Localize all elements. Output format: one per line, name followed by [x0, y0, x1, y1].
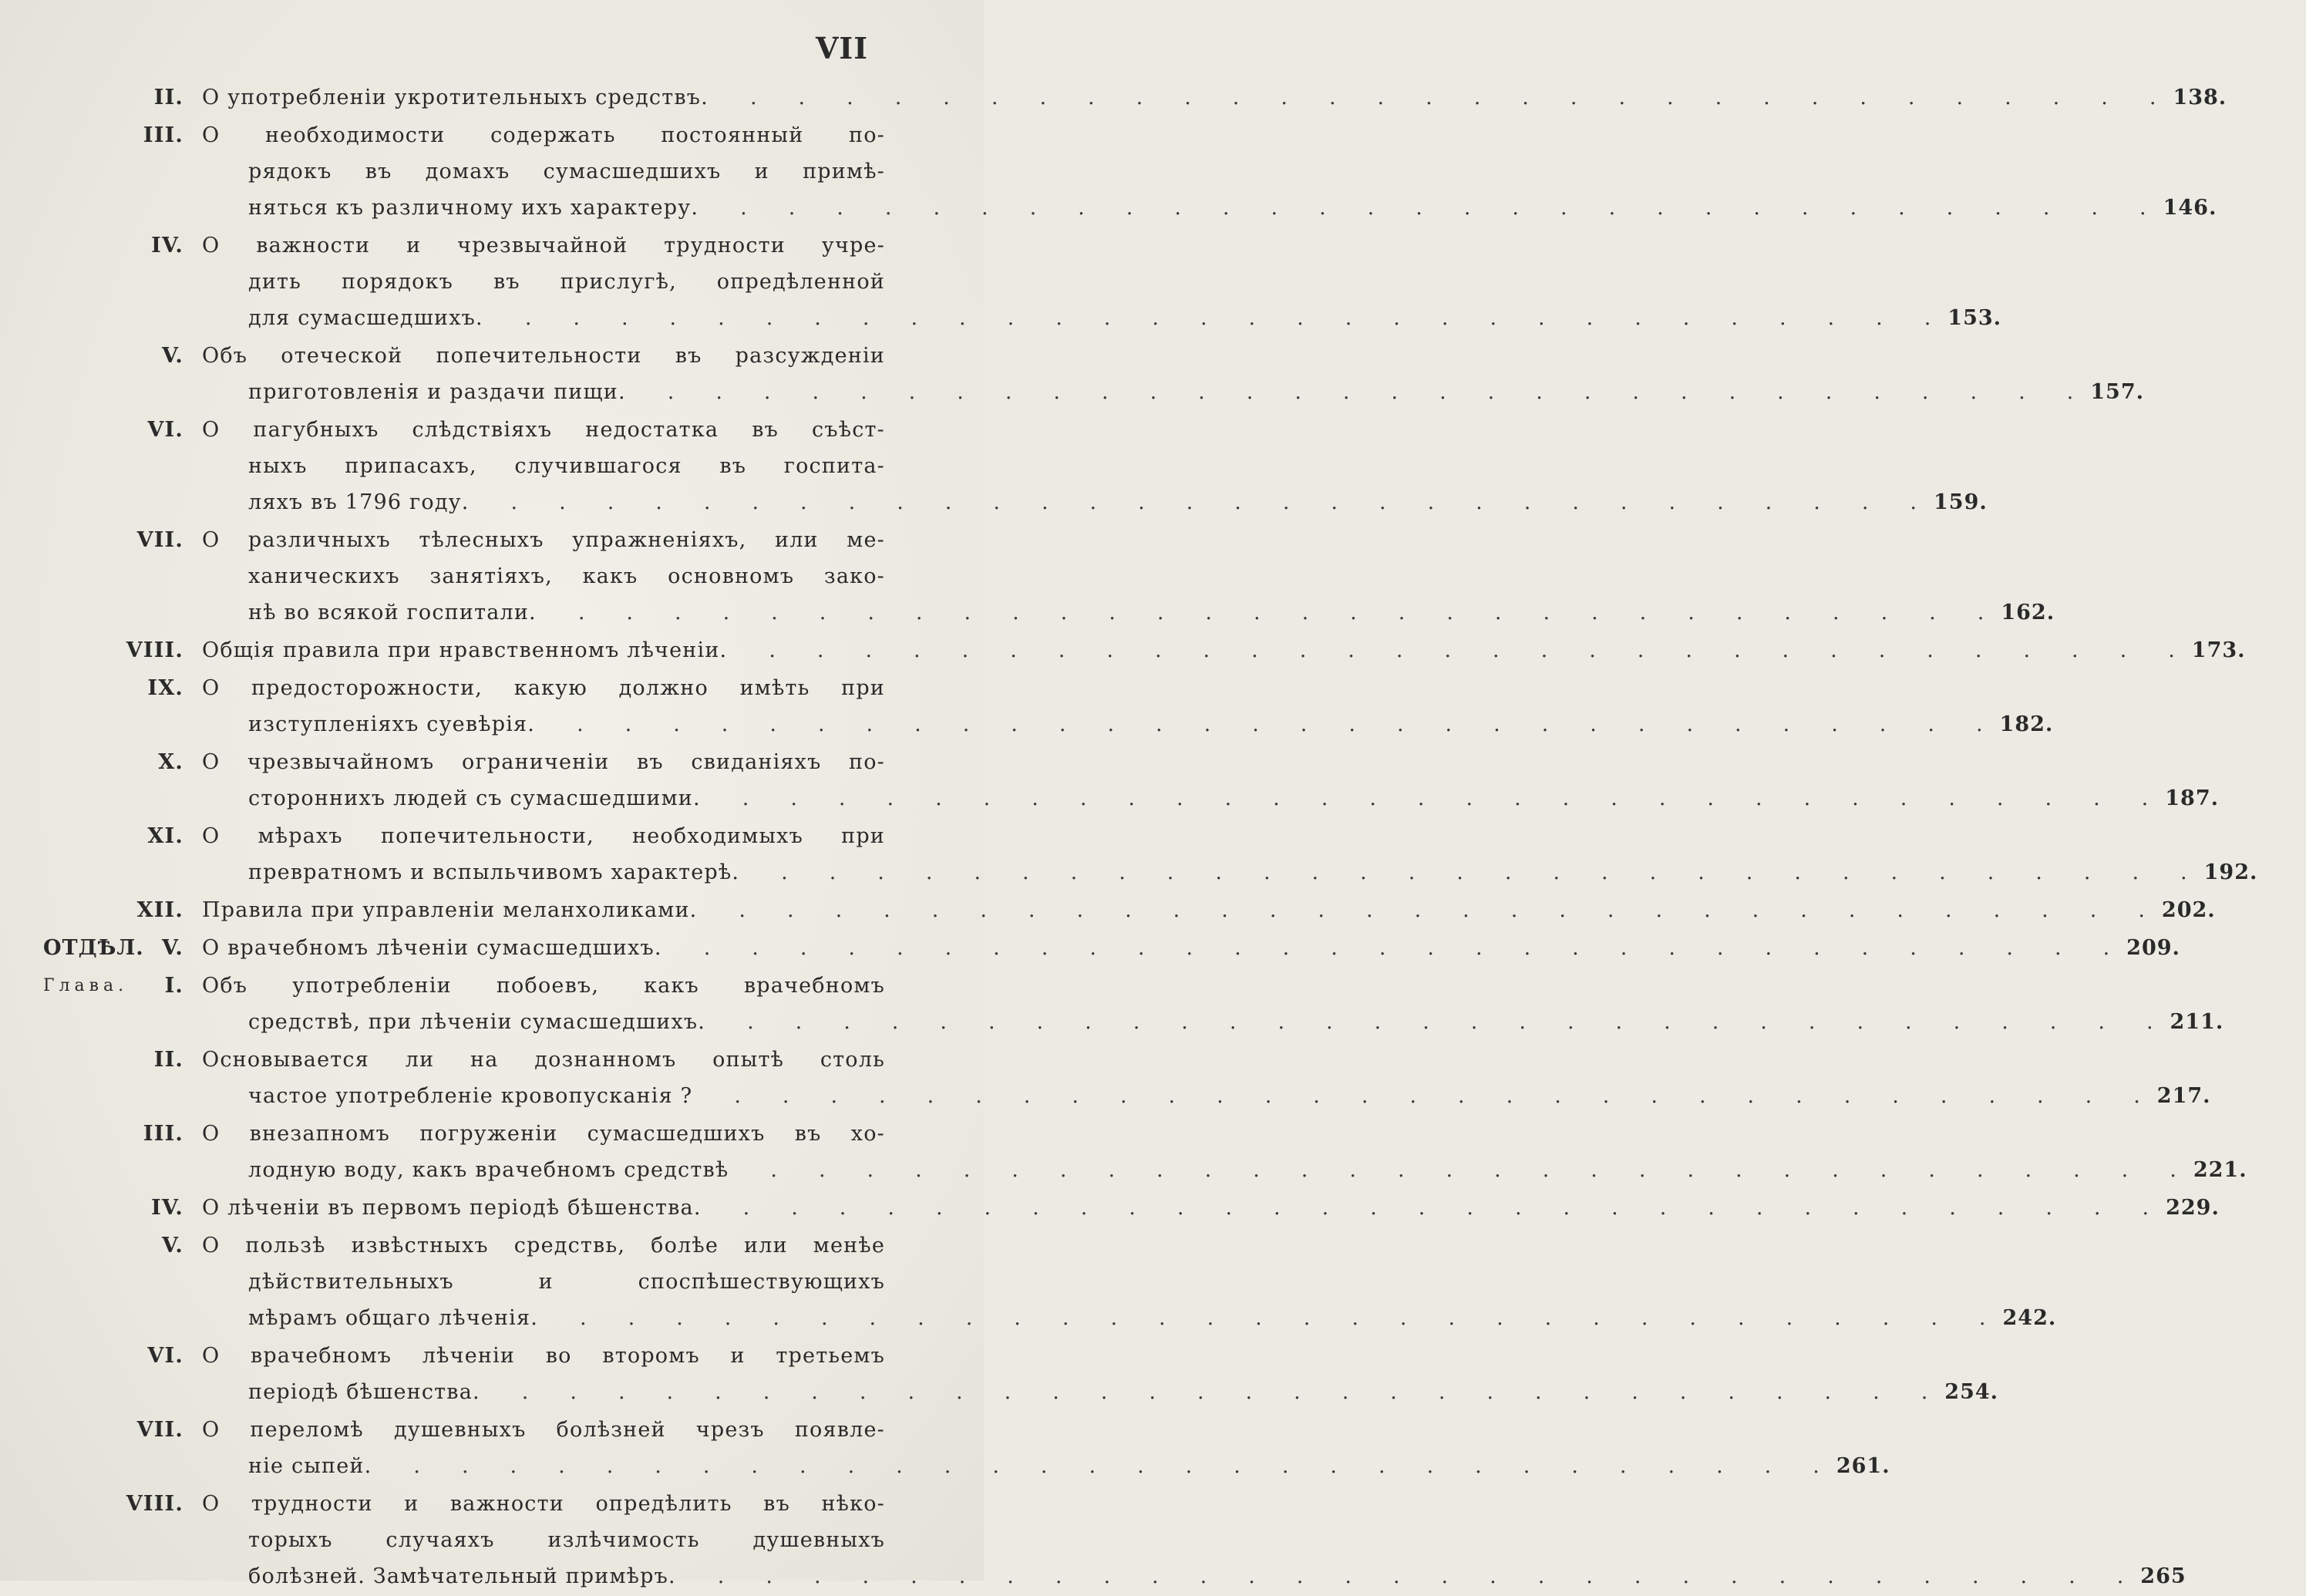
table-of-contents: [0, 79, 2258, 1596]
chapter-title-line: О лѣченіи въ первомъ періодѣ бѣшенства.: [202, 1196, 702, 1220]
page-reference: 138.: [2173, 86, 2227, 109]
chapter-label: [0, 1338, 202, 1374]
chapter-number: V.: [161, 936, 183, 960]
toc-line: [0, 1078, 2211, 1114]
toc-line: [0, 1300, 2057, 1336]
chapter-title-line: періодѣ бѣшенства.: [248, 1380, 480, 1404]
chapter-title-line: О переломѣ душевныхъ болѣзней чрезъ появле-: [202, 1418, 885, 1442]
chapter-number: VI.: [147, 1344, 183, 1368]
chapter-title-line: Основывается ли на дознанномъ опытѣ столь: [202, 1048, 885, 1072]
toc-line: [0, 670, 984, 706]
toc-entry: [0, 670, 2054, 742]
page-number: VII: [815, 31, 868, 66]
chapter-label: [0, 338, 202, 374]
dot-leader: . . . . . . . . . . . . . . . . . . . . . . . . . . . . . .: [700, 786, 2149, 810]
chapter-number: VII.: [136, 528, 183, 552]
toc-line: [0, 818, 984, 854]
dot-leader: . . . . . . . . . . . . . . . . . . . . . . . . . . . . . .: [701, 1196, 2149, 1220]
dot-leader: . . . . . . . . . . . . . . . . . . . . . . . . . . . . . .: [372, 1454, 1820, 1478]
dot-leader: . . . . . . . . . . . . . . . . . . . . . . . . . . . . . .: [538, 1306, 1986, 1330]
chapter-number: III.: [143, 123, 183, 147]
toc-entry: [0, 1227, 2057, 1336]
section-label: ОТДѢЛ.: [43, 936, 144, 960]
chapter-title-line: Объ отеческой попечительности въ разсужденіи: [202, 344, 885, 368]
chapter-number: VIII.: [126, 1492, 183, 1516]
toc-line: [0, 854, 2258, 891]
toc-line: [0, 117, 984, 153]
chapter-title-line: О пагубныхъ слѣдствіяхъ недостатка въ съѣст-: [202, 418, 885, 442]
chapter-title-line: изступленіяхъ суевѣрія.: [248, 712, 536, 736]
chapter-title-line: для сумасшедшихъ.: [248, 306, 483, 330]
chapter-title-line: Объ употребленіи побоевъ, какъ врачебномъ: [202, 974, 885, 998]
toc-line: [0, 374, 2145, 410]
toc-line: [0, 1264, 984, 1300]
toc-line: [0, 1338, 984, 1374]
chapter-number: II.: [153, 1048, 183, 1072]
toc-line: [0, 780, 2220, 817]
toc-line: [0, 484, 1988, 520]
chapter-number: VI.: [147, 418, 183, 442]
chapter-word: Глава.: [43, 976, 129, 995]
toc-line: [0, 300, 2002, 336]
chapter-label: [0, 968, 202, 1004]
toc-line: [0, 706, 2054, 742]
chapter-label: [0, 227, 202, 264]
page-reference: 254.: [1944, 1380, 1999, 1404]
toc-line: [0, 1486, 984, 1522]
toc-line: [0, 190, 2217, 226]
chapter-title-line: торыхъ случаяхъ излѣчимость душевныхъ: [248, 1528, 885, 1552]
toc-line: [0, 412, 984, 448]
toc-entry: [0, 818, 2258, 891]
chapter-title-line: стороннихъ людей съ сумасшедшими.: [248, 786, 701, 810]
page-reference: 157.: [2090, 380, 2145, 404]
dot-leader: . . . . . . . . . . . . . . . . . . . . . . . . . . . . . .: [469, 490, 1917, 514]
toc-entry: [0, 1338, 1999, 1410]
toc-entry: [0, 522, 2055, 631]
chapter-label: [0, 1042, 202, 1078]
chapter-number: VIII.: [126, 638, 183, 662]
chapter-title-line: О мѣрахъ попечительности, необходимыхъ при: [202, 824, 885, 848]
page-reference: 242.: [2002, 1306, 2057, 1330]
toc-line: [0, 79, 2227, 116]
chapter-number: IV.: [151, 1196, 183, 1220]
chapter-number: VII.: [136, 1418, 183, 1442]
chapter-number: II.: [153, 86, 183, 109]
dot-leader: . . . . . . . . . . . . . . . . . . . . . . . . . . . . . .: [535, 712, 1983, 736]
chapter-label: [0, 1412, 202, 1448]
page-reference: 265: [2140, 1564, 2186, 1588]
toc-line: [0, 1448, 1890, 1484]
chapter-label: [0, 1190, 202, 1226]
toc-entry: [0, 632, 2246, 668]
chapter-title-line: няться къ различному ихъ характеру.: [248, 196, 699, 220]
page-reference: 217.: [2156, 1084, 2211, 1108]
toc-line: [0, 1412, 984, 1448]
chapter-number: V.: [161, 1234, 183, 1258]
toc-line: [0, 594, 2055, 631]
page-reference: 173.: [2191, 638, 2246, 662]
chapter-title-line: ляхъ въ 1796 году.: [248, 490, 470, 514]
dot-leader: . . . . . . . . . . . . . . . . . . . . . . . . . . . . . .: [662, 936, 2110, 960]
dot-leader: . . . . . . . . . . . . . . . . . . . . . . . . . . . . . .: [483, 306, 1931, 330]
toc-line: [0, 1522, 984, 1558]
page-reference: 202.: [2161, 898, 2216, 922]
chapter-title-line: приготовленія и раздачи пищи.: [248, 380, 626, 404]
dot-leader: . . . . . . . . . . . . . . . . . . . . . . . . . . . . . .: [625, 380, 2074, 404]
chapter-label: [0, 632, 202, 668]
chapter-title-line: О употребленіи укротительныхъ средствъ.: [202, 86, 709, 109]
dot-leader: . . . . . . . . . . . . . . . . . . . . . . . . . . . . . .: [708, 86, 2156, 109]
toc-line: [0, 968, 984, 1004]
chapter-label: [0, 930, 202, 966]
toc-line: [0, 1558, 2186, 1594]
toc-line: [0, 1116, 984, 1152]
chapter-title-line: О предосторожности, какую должно имѣть при: [202, 676, 885, 700]
dot-leader: . . . . . . . . . . . . . . . . . . . . . . . . . . . . . .: [692, 1084, 2140, 1108]
chapter-title-line: О трудности и важности опредѣлить въ нѣко-: [202, 1492, 885, 1516]
chapter-number: IV.: [151, 234, 183, 258]
chapter-title-line: О важности и чрезвычайной трудности учре-: [202, 234, 885, 258]
chapter-label: [0, 1116, 202, 1152]
chapter-title-line: частое употребленіе кровопусканія ?: [248, 1084, 693, 1108]
chapter-title-line: О чрезвычайномъ ограниченіи въ свиданіяхъ по-: [202, 750, 885, 774]
toc-entry: [0, 1412, 1890, 1484]
toc-line: [0, 632, 2246, 668]
chapter-title-line: нѣ во всякой госпитали.: [248, 601, 537, 625]
toc-line: [0, 448, 984, 484]
page-reference: 187.: [2165, 786, 2220, 810]
toc-line: [0, 1374, 1999, 1410]
toc-entry: [0, 1116, 2247, 1188]
chapter-title-line: болѣзней. Замѣчательный примѣръ.: [248, 1564, 676, 1588]
toc-line: [0, 264, 984, 300]
chapter-number: V.: [161, 344, 183, 368]
chapter-title-line: О врачебномъ лѣченіи сумасшедшихъ.: [202, 936, 662, 960]
chapter-title-line: Общія правила при нравственномъ лѣченіи.: [202, 638, 728, 662]
chapter-number: IX.: [147, 676, 183, 700]
page-reference: 153.: [1947, 306, 2002, 330]
chapter-number: XII.: [136, 898, 183, 922]
toc-line: [0, 1152, 2247, 1188]
toc-line: [0, 1227, 984, 1264]
toc-line: [0, 522, 984, 558]
chapter-number: I.: [164, 974, 183, 998]
chapter-label: [0, 892, 202, 928]
chapter-title-line: превратномъ и вспыльчивомъ характерѣ.: [248, 860, 740, 884]
toc-entry: [0, 1190, 2220, 1226]
toc-line: [0, 558, 984, 594]
toc-line: [0, 1190, 2220, 1226]
chapter-label: [0, 79, 202, 116]
chapter-label: [0, 744, 202, 780]
chapter-title-line: рядокъ въ домахъ сумасшедшихъ и примѣ-: [248, 160, 885, 184]
chapter-label: [0, 412, 202, 448]
page-reference: 162.: [2001, 601, 2055, 625]
dot-leader: . . . . . . . . . . . . . . . . . . . . . . . . . . . . . .: [480, 1380, 1928, 1404]
dot-leader: . . . . . . . . . . . . . . . . . . . . . . . . . . . . . .: [675, 1564, 2124, 1588]
page-reference: 182.: [1999, 712, 2054, 736]
chapter-label: [0, 1227, 202, 1264]
chapter-title-line: дѣйствительныхъ и споспѣшествующихъ: [248, 1270, 885, 1294]
page-reference: 221.: [2193, 1158, 2247, 1182]
page-reference: 159.: [1934, 490, 1988, 514]
chapter-title-line: средствѣ, при лѣченіи сумасшедшихъ.: [248, 1010, 706, 1034]
chapter-title-line: О врачебномъ лѣченіи во второмъ и третьемъ: [202, 1344, 885, 1368]
toc-entry: [0, 1486, 2186, 1594]
page-reference: 229.: [2166, 1196, 2220, 1220]
toc-entry: [0, 117, 2217, 226]
page-reference: 146.: [2163, 196, 2217, 220]
dot-leader: . . . . . . . . . . . . . . . . . . . . . . . . . . . . . .: [536, 601, 1985, 625]
chapter-number: XI.: [147, 824, 183, 848]
page-reference: 209.: [2126, 936, 2180, 960]
chapter-title-line: О необходимости содержать постоянный по-: [202, 123, 885, 147]
chapter-label: [0, 522, 202, 558]
toc-entry: [0, 744, 2220, 817]
toc-entry: [0, 412, 1988, 520]
dot-leader: . . . . . . . . . . . . . . . . . . . . . . . . . . . . . .: [705, 1010, 2153, 1034]
chapter-title-line: ханическихъ занятіяхъ, какъ основномъ зако-: [248, 564, 885, 588]
chapter-title-line: Правила при управленіи меланхоликами.: [202, 898, 698, 922]
chapter-number: III.: [143, 1122, 183, 1146]
toc-line: [0, 338, 984, 374]
dot-leader: . . . . . . . . . . . . . . . . . . . . . . . . . . . . . .: [729, 1158, 2176, 1182]
chapter-label: [0, 117, 202, 153]
toc-entry: [0, 930, 2180, 966]
toc-entry: [0, 892, 2216, 928]
page-reference: 192.: [2203, 860, 2258, 884]
chapter-title-line: О различныхъ тѣлесныхъ упражненіяхъ, или ме-: [202, 528, 885, 552]
toc-line: [0, 930, 2180, 966]
toc-line: [0, 744, 984, 780]
toc-line: [0, 1042, 984, 1078]
dot-leader: . . . . . . . . . . . . . . . . . . . . . . . . . . . . . .: [727, 638, 2175, 662]
chapter-label: [0, 1486, 202, 1522]
dot-leader: . . . . . . . . . . . . . . . . . . . . . . . . . . . . . .: [699, 196, 2146, 220]
chapter-title-line: мѣрамъ общаго лѣченія.: [248, 1306, 539, 1330]
chapter-title-line: ніе сыпей.: [248, 1454, 372, 1478]
chapter-title-line: дить порядокъ въ прислугѣ, опредѣленной: [248, 270, 885, 294]
toc-entry: [0, 227, 2002, 336]
page-reference: 211.: [2170, 1010, 2224, 1034]
dot-leader: . . . . . . . . . . . . . . . . . . . . . . . . . . . . . .: [739, 860, 2187, 884]
chapter-title-line: ныхъ припасахъ, случившагося въ госпита-: [248, 454, 885, 478]
toc-line: [0, 227, 984, 264]
chapter-title-line: О пользѣ извѣстныхъ средствь, болѣе или менѣе: [202, 1234, 885, 1258]
toc-line: [0, 153, 984, 190]
dot-leader: . . . . . . . . . . . . . . . . . . . . . . . . . . . . . .: [697, 898, 2145, 922]
chapter-label: [0, 818, 202, 854]
toc-entry: [0, 338, 2145, 410]
toc-line: [0, 892, 2216, 928]
chapter-title-line: О внезапномъ погруженіи сумасшедшихъ въ хо-: [202, 1122, 885, 1146]
toc-line: [0, 1004, 2224, 1040]
page-reference: 261.: [1836, 1454, 1890, 1478]
chapter-number: X.: [158, 750, 183, 774]
chapter-title-line: лодную воду, какъ врачебномъ средствѣ: [248, 1158, 729, 1182]
toc-entry: [0, 968, 2224, 1040]
toc-entry: [0, 79, 2227, 116]
chapter-label: [0, 670, 202, 706]
toc-entry: [0, 1042, 2211, 1114]
